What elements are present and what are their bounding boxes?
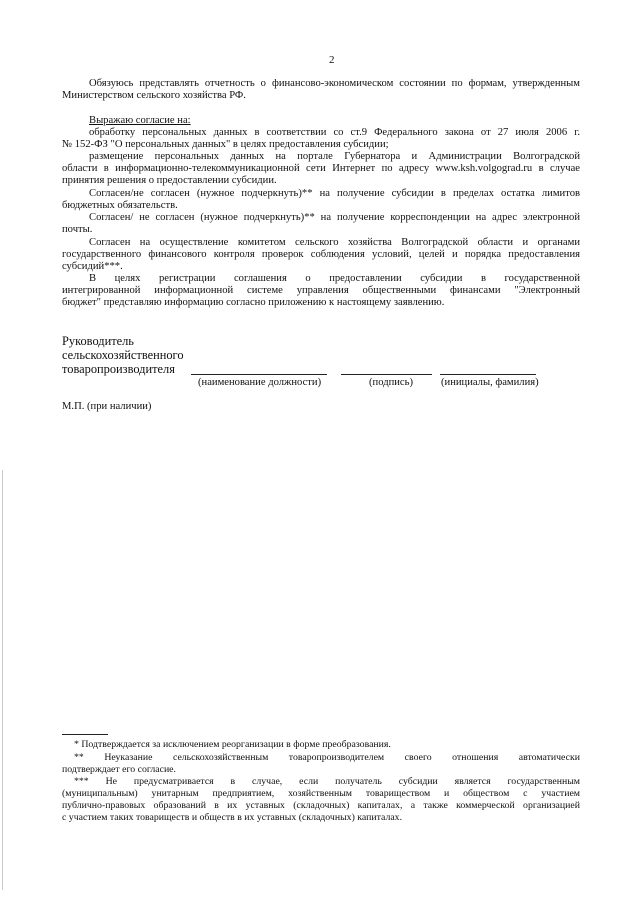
signature-caption: (подпись) bbox=[369, 377, 413, 388]
signatory-title-line-1: Руководитель bbox=[62, 334, 134, 348]
stamp-note: М.П. (при наличии) bbox=[62, 401, 152, 412]
position-caption: (наименование должности) bbox=[198, 377, 322, 388]
personal-data-line-2: № 152-ФЗ "О персональных данных" в целях предоставления субсидии; bbox=[62, 139, 389, 150]
footnote-2-line-2: подтверждает его согласие. bbox=[62, 764, 176, 775]
publication-line-1: размещение персональных данных на портале Губернатора и Администрации Волгоградской bbox=[89, 151, 580, 162]
position-line bbox=[191, 374, 327, 375]
footnote-separator bbox=[62, 734, 108, 735]
footnote-3-line-4: с участием таких товариществ и обществ в их уставных (складочных) капиталах. bbox=[62, 812, 403, 823]
personal-data-line-1: обработку персональных данных в соответствии со ст.9 Федерального закона от 27 июля 2006 г. bbox=[89, 127, 580, 138]
page-number: 2 bbox=[329, 54, 335, 66]
subsidy-limits-line-2: бюджетных обязательств. bbox=[62, 200, 178, 211]
registration-line-3: бюджет" представляю информацию согласно приложению к настоящему заявлению. bbox=[62, 297, 445, 308]
reporting-line-1: Обязуюсь представлять отчетность о финансово-экономическом состоянии по формам, утвержденным bbox=[89, 78, 580, 89]
registration-line-1: В целях регистрации соглашения о предоставлении субсидии в государственной bbox=[89, 273, 580, 284]
name-caption: (инициалы, фамилия) bbox=[441, 377, 539, 388]
name-line bbox=[440, 374, 536, 375]
footnote-3-line-2: (муниципальным) унитарным предприятием, хозяйственным товариществом и обществом с участием bbox=[62, 788, 580, 799]
publication-line-3: принятия решения о предоставлении субсидии. bbox=[62, 175, 277, 186]
publication-line-2: области в информационно-телекоммуникационной сети Интернет по адресу www.ksh.volgograd.ru в случае bbox=[62, 163, 580, 174]
inspections-line-2: государственного финансового контроля проверок соблюдения условий, целей и порядка предоставления bbox=[62, 249, 580, 260]
inspections-line-1: Согласен на осуществление комитетом сельского хозяйства Волгоградской области и органами bbox=[89, 237, 580, 248]
signatory-title-line-2: сельскохозяйственного bbox=[62, 348, 184, 362]
email-line-1: Согласен/ не согласен (нужное подчеркнуть)** на получение корреспонденции на адрес электронной bbox=[89, 212, 580, 223]
registration-line-2: интегрированной информационной системе управления общественными финансами "Электронный bbox=[62, 285, 580, 296]
reporting-line-2: Министерством сельского хозяйства РФ. bbox=[62, 90, 246, 101]
footnote-1: * Подтверждается за исключением реорганизации в форме преобразования. bbox=[74, 739, 391, 750]
email-line-2: почты. bbox=[62, 224, 93, 235]
signature-line bbox=[341, 374, 432, 375]
subsidy-limits-line-1: Согласен/не согласен (нужное подчеркнуть)** на получение субсидии в пределах остатка лимитов bbox=[89, 188, 580, 199]
scan-edge bbox=[2, 470, 3, 890]
footnote-3-line-3: публично-правовых образований в их уставных (складочных) капиталах, а также коммерческой организацией bbox=[62, 800, 580, 811]
signatory-title-line-3: товаропроизводителя bbox=[62, 362, 175, 376]
consent-heading: Выражаю согласие на: bbox=[89, 115, 191, 126]
footnote-2-line-1: ** Неуказание сельскохозяйственным товаропроизводителем своего отношения автоматически bbox=[74, 752, 580, 763]
footnote-3-line-1: *** Не предусматривается в случае, если получатель субсидии является государственным bbox=[74, 776, 580, 787]
inspections-line-3: субсидий***. bbox=[62, 261, 123, 272]
